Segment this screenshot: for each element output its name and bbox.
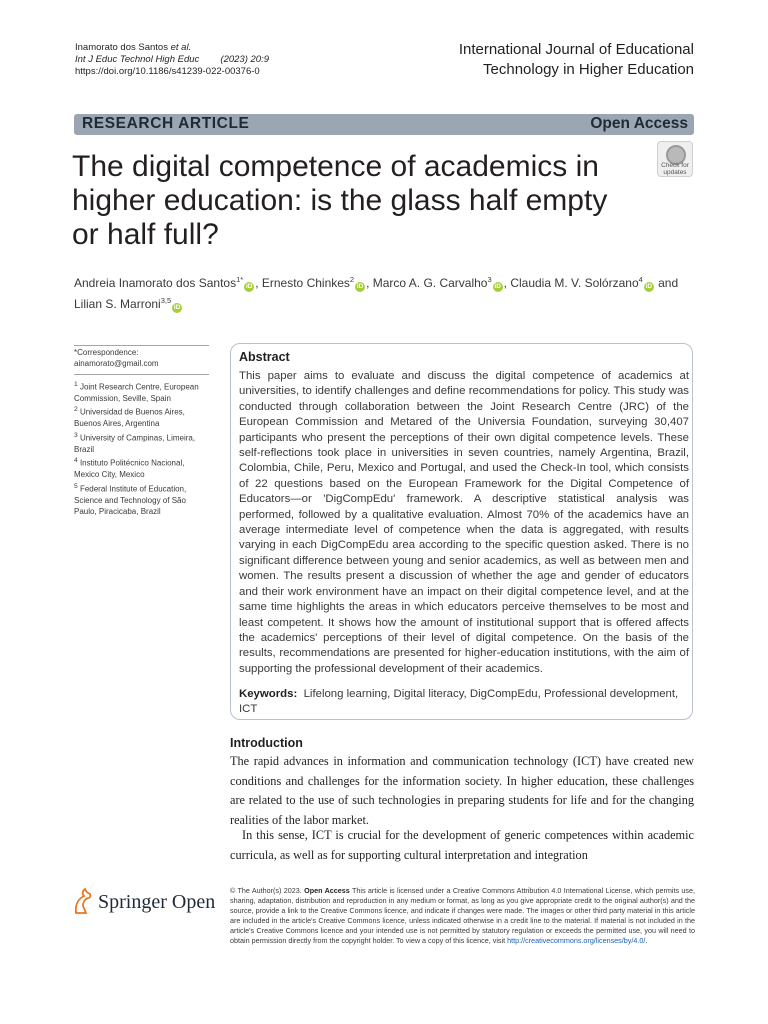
license-link[interactable]: http://creativecommons.org/licenses/by/4.0/ <box>507 935 646 945</box>
keywords: Keywords: Lifelong learning, Digital literacy, DigCompEdu, Professional development, ICT <box>239 688 679 716</box>
license-notice: © The Author(s) 2023. Open Access This article is licensed under a Creative Commons Attribution 4.0 International License, which permits use, sharing, adaptation, distribution and reproduction in any medium or format, as long as you give appropriate credit to the original author(s) and the source, provide a link to the Creative Commons licence, and indicate if changes were made. The images or other third party material in this article are included in the article's Creative Commons licence, unless indicated otherwise in a credit line to the material. If material is not included in the article's Creative Commons licence and your intended use is not permitted by statutory regulation or exceeds the permitted use, you will need to obtain permission directly from the copyright holder. To view a copy of this licence, visit http://creativecommons.org/licenses/by/4.0/. <box>230 886 695 945</box>
author-name: Lilian S. Marroni <box>74 297 161 311</box>
open-access-label: Open Access <box>590 115 688 132</box>
author-name: Claudia M. V. Solórzano <box>510 276 639 290</box>
running-header <box>75 42 269 78</box>
abstract-heading: Abstract <box>239 350 290 364</box>
check-for-updates-button[interactable] <box>655 141 695 179</box>
article-title: The digital competence of academics in higher education: is the glass half empty or half full? <box>72 150 608 251</box>
affiliation: $^4$ Instituto Politécnico Nacional, Mexico City, Mexico <box>74 457 185 480</box>
affiliations-sidebar <box>74 345 209 518</box>
introduction-paragraph: In this sense, ICT is crucial for the development of generic competences within academic curricula, as well as for supporting cultural interpretation and integration <box>230 828 694 862</box>
introduction-heading: Introduction <box>230 736 303 750</box>
affiliation: $^1$ Joint Research Centre, European Commission, Seville, Spain <box>74 380 199 403</box>
springer-horse-icon <box>72 887 94 915</box>
journal-name: International Journal of Educational Technology in Higher Education <box>458 41 694 78</box>
author-list: Andreia Inamorato dos Santos$^{1*}$iD , Ernesto Chinkes$^2$iD , Marco A. G. Carvalho$^3$iD , Claudia M. V. Solórzano$^4$iD and Lilian S. Marroni$^{3,5}$iD <box>74 275 679 311</box>
article-type: RESEARCH ARTICLE <box>82 115 250 132</box>
orcid-icon[interactable]: iD <box>494 283 501 290</box>
running-author: Inamorato dos Santos et al. <box>75 42 192 53</box>
doi-link[interactable]: https://doi.org/10.1186/s41239-022-00376-0 <box>75 66 260 77</box>
journal-abbrev: Int J Educ Technol High Educ <box>75 54 200 65</box>
orcid-icon[interactable]: iD <box>645 283 653 290</box>
author-name: Ernesto Chinkes <box>261 276 350 290</box>
volume: (2023) 20:9 <box>220 54 269 65</box>
orcid-icon[interactable]: iD <box>245 283 253 290</box>
author-name: Andreia Inamorato dos Santos <box>74 276 237 290</box>
citation-line <box>75 54 269 66</box>
article-type-banner <box>74 114 694 135</box>
abstract-text: This paper aims to evaluate and discuss the digital competence of academics at universities, to identify challenges and define recommendations for policy. This study was conducted through collaboration between the Joint Research Centre (JRC) of the European Commission and Metared of the Universia Foundation, surveying 30,407 participants who present the perceptions of their own digital competence levels. These self-reflections took place in universities in seven countries, namely Argentina, Brazil, Colombia, Chile, Peru, Mexico and Portugal, and used the Check-In tool, which consists of 22 questions based on the European Framework for the Digital Competence of Educators—or 'DigCompEdu' framework. A descriptive statistical analysis was performed, followed by a qualitative evaluation. Almost 70% of the academics have an average intermediate level of competence when the data is aggregated, with results varying in each DigCompEdu area according to the specific question asked. There is no significant difference between young and senior academics, as well as between men and women. The results present a discussion of whether the age and gender of educators and their work environment have an impact on their digital competence level, and at the same time highlights the areas in which educators perceive themselves to be most and least competent. It shows how the amount of institutional support that is offered affects the academics' perceptions of their level of digital competence. On the basis of the results, recommendations are presented for higher-education institutions, with the aim of supporting the professional development of their academics. <box>239 370 689 675</box>
introduction-paragraph: The rapid advances in information and communication technology (ICT) have created new conditions and challenges for the information society. In higher education, these challenges are related to the use of such technologies in preparing students for life and for the changing realities of the labor market. <box>230 754 694 827</box>
affiliation: $^2$ Universidad de Buenos Aires, Buenos Aires, Argentina <box>74 406 185 429</box>
affiliation: $^3$ University of Campinas, Limeira, Brazil <box>74 431 196 454</box>
orcid-icon[interactable]: iD <box>173 304 181 311</box>
correspondence: *Correspondence: ainamorato@gmail.com <box>74 345 209 375</box>
check-for-updates-icon: Check for updates <box>657 141 693 177</box>
orcid-icon[interactable]: iD <box>356 283 364 290</box>
abstract-box <box>230 343 693 720</box>
affiliation: $^5$ Federal Institute of Education, Science and Technology of São Paulo, Piracicaba, Brazil <box>74 482 187 517</box>
author-name: Marco A. G. Carvalho <box>372 276 488 290</box>
correspondence-email[interactable]: ainamorato@gmail.com <box>74 359 159 369</box>
